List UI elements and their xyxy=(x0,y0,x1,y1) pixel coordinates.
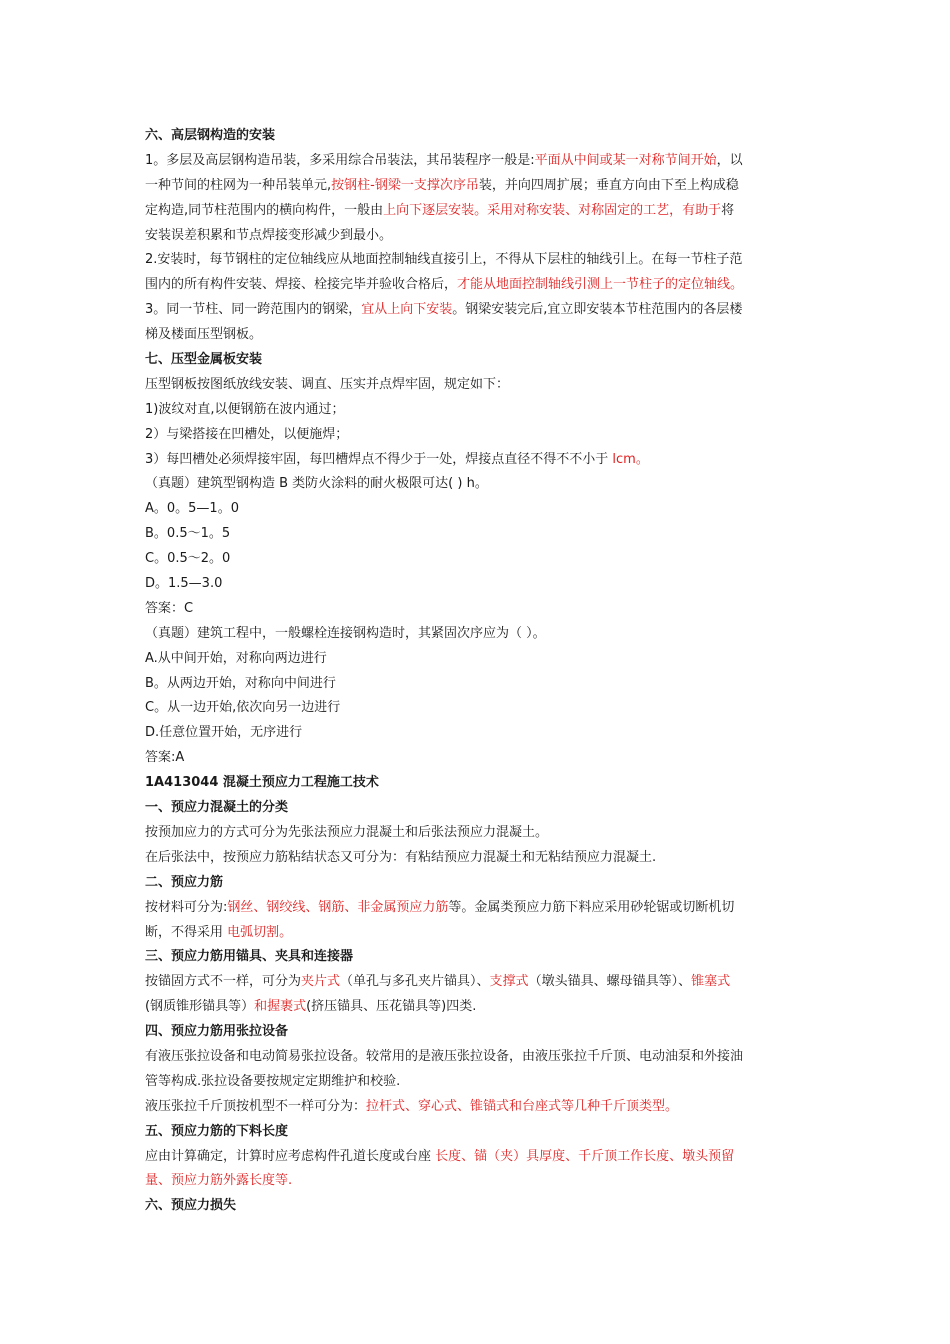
text-segment: D.任意位置开始，无序进行 xyxy=(145,725,303,741)
text-segment: 按材料可分为: xyxy=(145,899,228,915)
text-segment: 三、预应力筋用锚具、夹具和连接器 xyxy=(145,949,354,965)
text-segment: 3）每凹槽处必须焊接牢固，每凹槽焊点不得少于一处，焊接点直径不得不不小于 xyxy=(145,451,613,467)
text-segment: 管等构成.张拉设备要按规定定期维护和校验. xyxy=(145,1073,401,1089)
highlighted-text: 钢丝、钢绞线、钢筋、非金属预应力筋 xyxy=(227,899,449,915)
text-segment: 答案：C xyxy=(145,600,194,616)
text-line xyxy=(145,248,810,273)
text-line xyxy=(145,273,810,298)
text-segment: 将 xyxy=(721,202,735,218)
text-segment: 围内的所有构件安装、焊接、栓接完毕并验收合格后， xyxy=(145,277,458,293)
text-line xyxy=(145,970,810,995)
text-segment: C。0.5～2。0 xyxy=(145,551,231,567)
text-line xyxy=(145,921,810,946)
highlighted-text: 支撑式 xyxy=(489,974,529,990)
text-segment: 1。多层及高层钢构造吊装，多采用综合吊装法，其吊装程序一般是: xyxy=(145,152,535,168)
section-heading xyxy=(145,348,810,373)
section-heading xyxy=(145,771,810,796)
text-line xyxy=(145,448,810,473)
section-heading xyxy=(145,871,810,896)
text-segment: 答案:A xyxy=(145,750,185,766)
text-segment: 六、高层钢构造的安装 xyxy=(145,128,276,143)
text-segment: (钢质锥形锚具等） xyxy=(145,999,255,1015)
highlighted-text: 平面从中间或某一对称节间开始 xyxy=(534,152,717,168)
section-heading xyxy=(145,124,810,149)
text-segment: (挤压锚具、压花锚具等)四类. xyxy=(306,999,477,1015)
text-segment: 按锚固方式不一样，可分为 xyxy=(145,974,302,990)
text-line xyxy=(145,423,810,448)
text-segment: （真题）建筑工程中，一般螺栓连接钢构造时，其紧固次序应为（ ）。 xyxy=(145,625,546,641)
highlighted-text: 拉杆式、穿心式、锥锚式和台座式等几种千斤顶类型。 xyxy=(366,1098,679,1114)
text-line xyxy=(145,622,810,647)
highlighted-text: 和握裹式 xyxy=(254,999,307,1015)
highlighted-text: lcm。 xyxy=(612,451,649,467)
text-line xyxy=(145,597,810,622)
text-line xyxy=(145,1095,810,1120)
text-line xyxy=(145,298,810,323)
highlighted-text: 夹片式 xyxy=(301,974,341,990)
text-segment: 1)波纹对直,以便钢筋在波内通过； xyxy=(145,401,345,417)
text-segment: C。从一边开始,依次向另一边进行 xyxy=(145,700,341,716)
highlighted-text: 才能从地面控制轴线引测上一节柱子的定位轴线。 xyxy=(457,277,744,293)
text-line xyxy=(145,547,810,572)
text-line xyxy=(145,323,810,348)
highlighted-text: 电弧切割。 xyxy=(227,924,293,940)
text-segment: D。1.5—3.0 xyxy=(145,576,223,592)
text-segment: 装，并向四周扩展；垂直方向由下至上构成稳 xyxy=(478,177,739,193)
text-line xyxy=(145,497,810,522)
text-segment: 五、预应力筋的下料长度 xyxy=(145,1123,289,1139)
text-line xyxy=(145,1070,810,1095)
text-segment: 2.安装时，每节钢柱的定位轴线应从地面控制轴线直接引上，不得从下层柱的轴线引上。在每一节柱子范 xyxy=(145,252,743,268)
text-line xyxy=(145,672,810,697)
text-line xyxy=(145,472,810,497)
text-segment: 二、预应力筋 xyxy=(145,874,224,890)
text-segment: 六、预应力损失 xyxy=(145,1198,237,1214)
text-segment: 2）与梁搭接在凹槽处，以便施焊； xyxy=(145,426,349,442)
text-line xyxy=(145,1045,810,1070)
section-heading xyxy=(145,1194,810,1219)
text-segment: ，以 xyxy=(716,152,743,168)
text-segment: 有液压张拉设备和电动简易张拉设备。较常用的是液压张拉设备，由液压张拉千斤顶、电动油泵和外接油 xyxy=(145,1048,744,1064)
text-segment: 按预加应力的方式可分为先张法预应力混凝土和后张法预应力混凝土。 xyxy=(145,824,549,840)
text-line xyxy=(145,995,810,1020)
text-line xyxy=(145,746,810,771)
text-segment: A.从中间开始，对称向两边进行 xyxy=(145,650,327,666)
text-segment: 1A413044 混凝土预应力工程施工技术 xyxy=(145,775,379,791)
text-line xyxy=(145,821,810,846)
text-line xyxy=(145,373,810,398)
highlighted-text: 按钢柱-钢梁一支撑次序吊 xyxy=(331,177,479,193)
text-line xyxy=(145,721,810,746)
text-segment: 在后张法中，按预应力筋粘结状态又可分为：有粘结预应力混凝土和无粘结预应力混凝土. xyxy=(145,849,657,865)
highlighted-text: 长度、锚（夹）具厚度、千斤顶工作长度、墩头预留 xyxy=(435,1148,735,1164)
text-segment: B。从两边开始，对称向中间进行 xyxy=(145,675,336,691)
highlighted-text: 宜从上向下安装 xyxy=(361,302,453,318)
text-line xyxy=(145,572,810,597)
section-heading xyxy=(145,796,810,821)
text-line xyxy=(145,896,810,921)
text-line xyxy=(145,696,810,721)
text-segment: A。0。5—1。0 xyxy=(145,501,239,517)
text-line xyxy=(145,1169,810,1194)
text-segment: B。0.5～1。5 xyxy=(145,526,231,542)
text-segment: 应由计算确定，计算时应考虑构件孔道长度或台座 xyxy=(145,1148,436,1164)
text-segment: 一、预应力混凝土的分类 xyxy=(145,800,289,816)
text-line xyxy=(145,522,810,547)
highlighted-text: 上向下逐层安装。采用对称安装、对称固定的工艺，有助于 xyxy=(383,202,722,218)
text-segment: 梯及楼面压型钢板。 xyxy=(145,327,263,343)
text-line xyxy=(145,846,810,871)
text-line xyxy=(145,199,810,224)
text-segment: 安装误差积累和节点焊接变形减少到最小。 xyxy=(145,227,393,243)
text-line xyxy=(145,1145,810,1170)
text-segment: （单孔与多孔夹片锚具）、 xyxy=(340,974,490,990)
text-line xyxy=(145,149,810,174)
text-line xyxy=(145,174,810,199)
section-heading xyxy=(145,1020,810,1045)
text-segment: （真题）建筑型钢构造 B 类防火涂料的耐火极限可达( ) h。 xyxy=(145,476,488,492)
document-body xyxy=(145,124,810,1219)
highlighted-text: 量、预应力筋外露长度等. xyxy=(145,1173,293,1189)
text-segment: 压型钢板按图纸放线安装、调直、压实并点焊牢固，规定如下： xyxy=(145,376,510,392)
text-line xyxy=(145,224,810,249)
text-segment: 七、压型金属板安装 xyxy=(145,352,263,368)
text-segment: 四、预应力筋用张拉设备 xyxy=(145,1024,289,1040)
section-heading xyxy=(145,1120,810,1145)
text-segment: 定构造,同节柱范围内的横向构件，一般由 xyxy=(145,202,384,218)
text-line xyxy=(145,647,810,672)
text-segment: 等。金属类预应力筋下料应采用砂轮锯或切断机切 xyxy=(448,899,735,915)
text-segment: 。钢梁安装完后,宜立即安装本节柱范围内的各层楼 xyxy=(452,302,743,318)
text-segment: 3。同一节柱、同一跨范围内的钢梁， xyxy=(145,302,362,318)
text-segment: 一种节间的柱网为一种吊装单元, xyxy=(145,177,332,193)
section-heading xyxy=(145,945,810,970)
text-segment: 断，不得采用 xyxy=(145,924,228,940)
highlighted-text: 锥塞式 xyxy=(691,974,731,990)
text-segment: （墩头锚具、螺母锚具等）、 xyxy=(528,974,692,990)
text-line xyxy=(145,398,810,423)
text-segment: 液压张拉千斤顶按机型不一样可分为： xyxy=(145,1098,367,1114)
